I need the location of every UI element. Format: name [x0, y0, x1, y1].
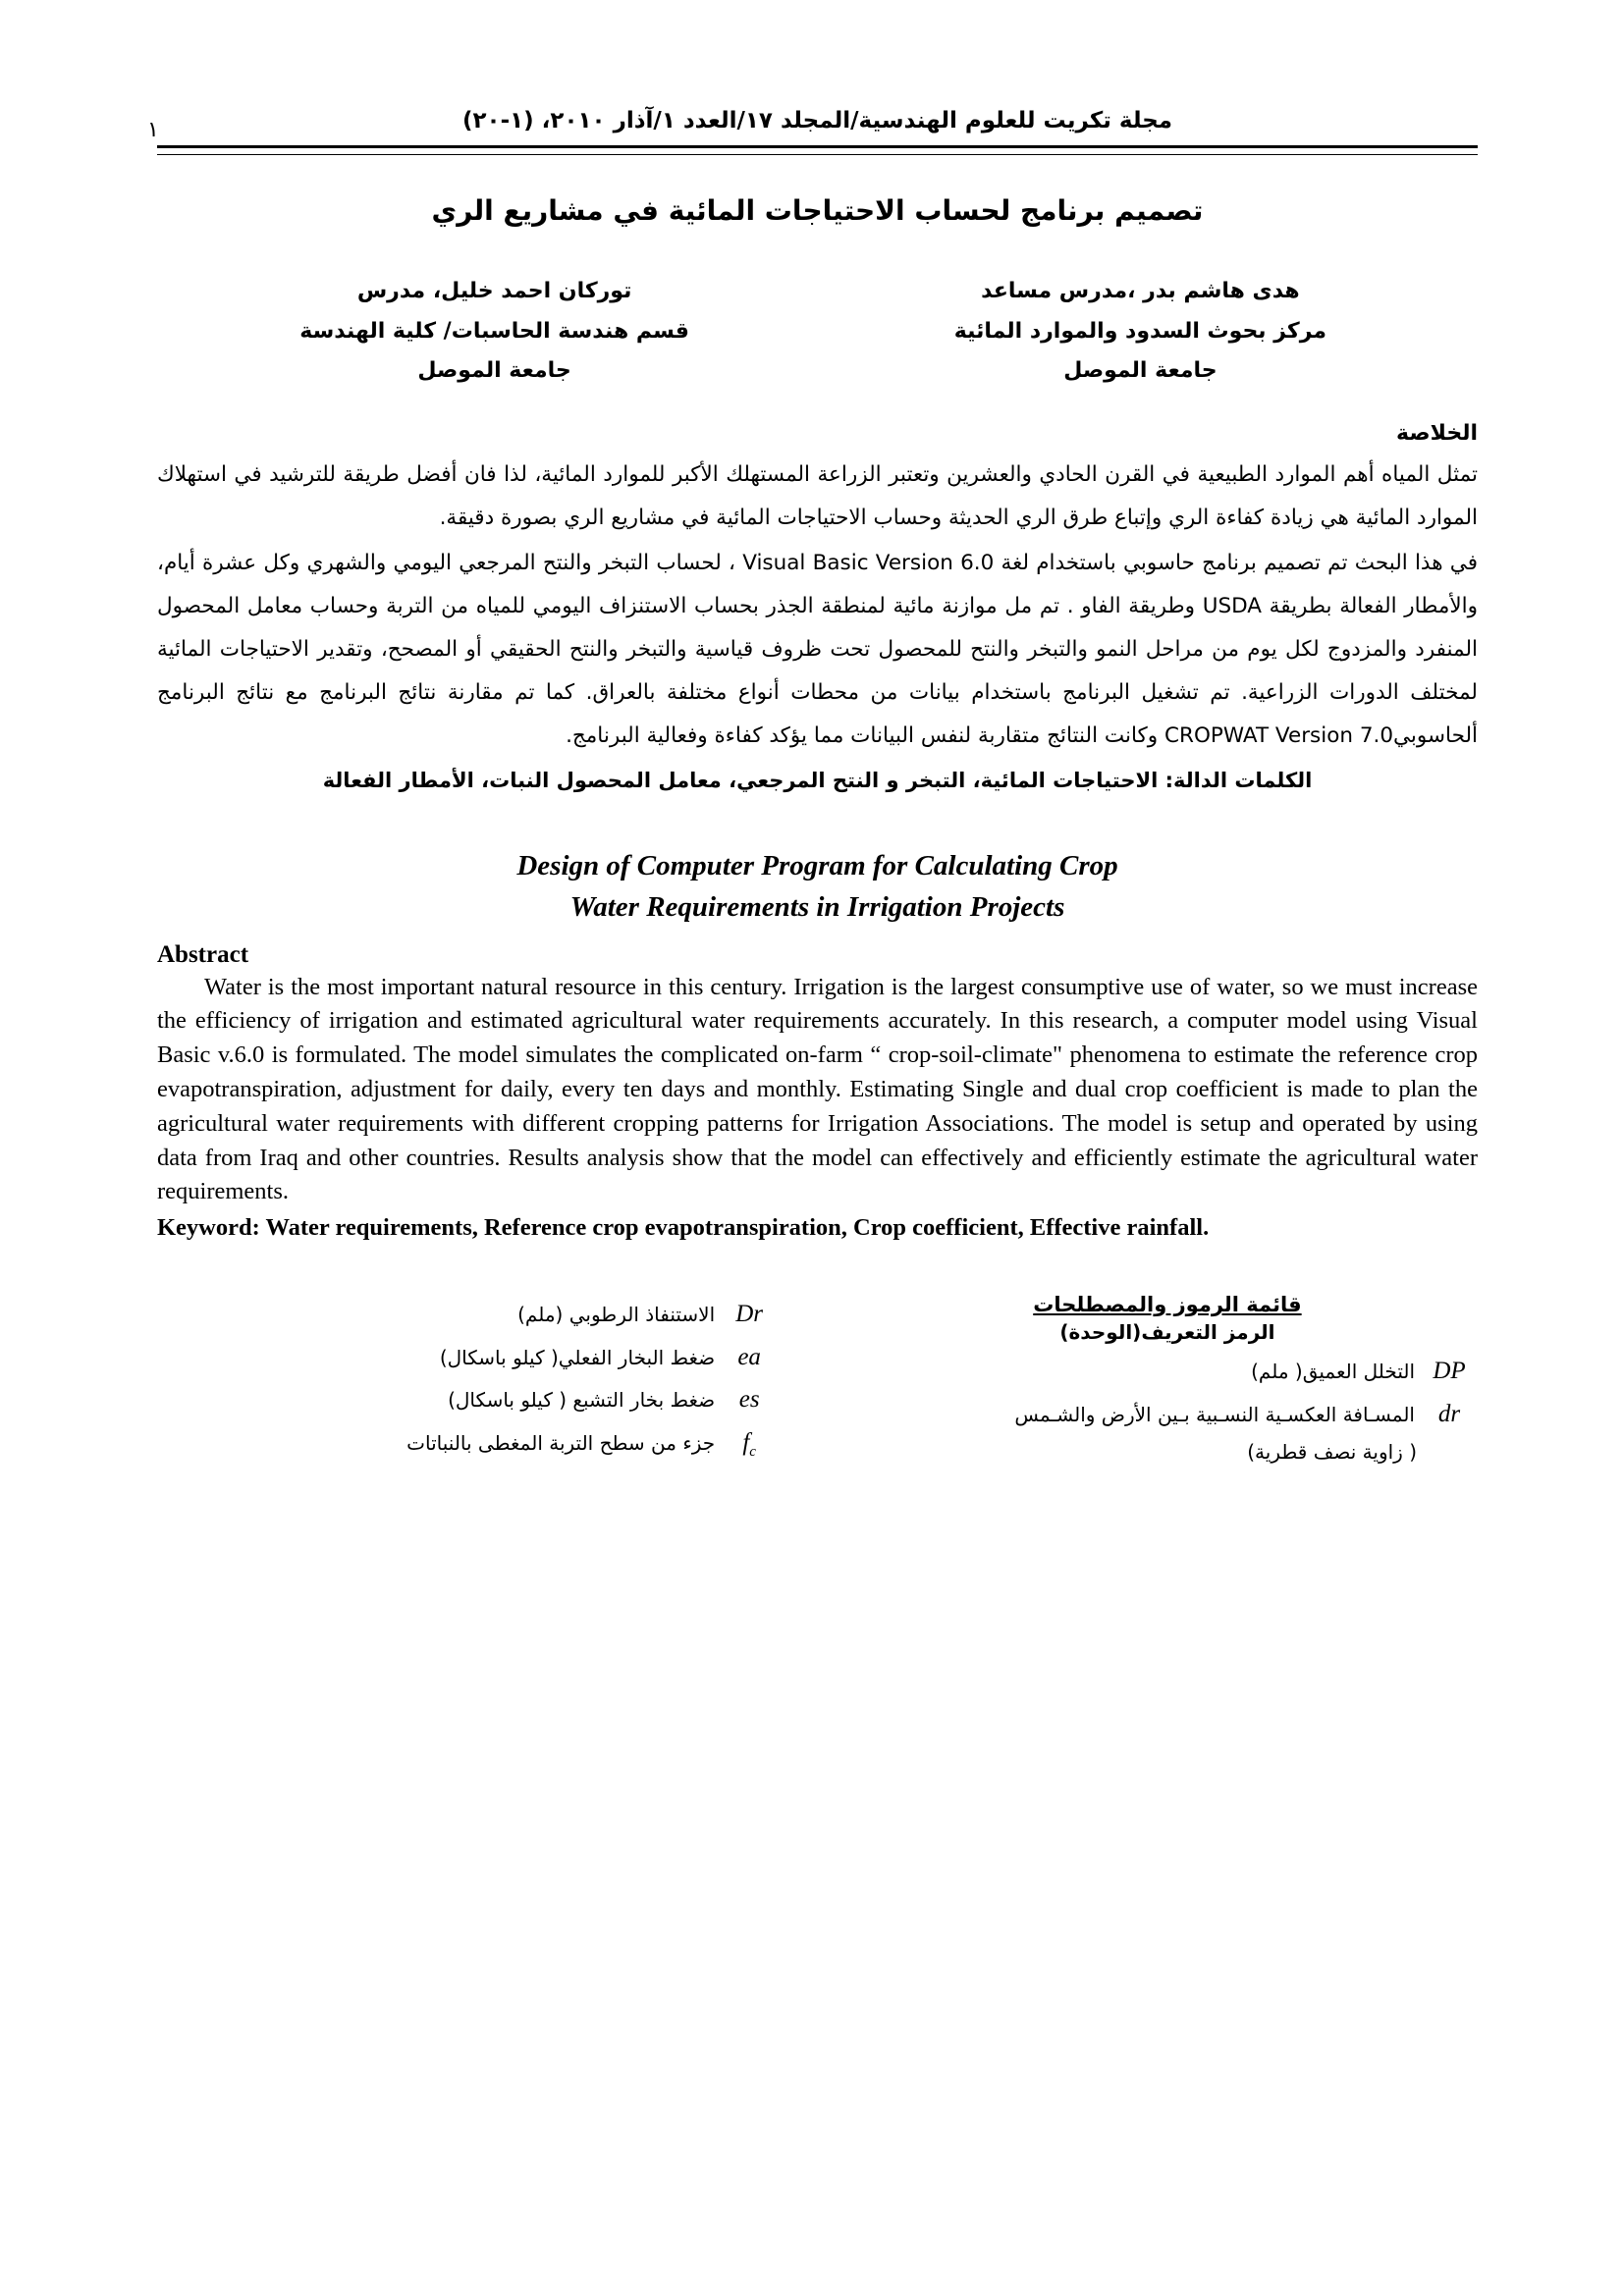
- arabic-abstract-paragraph-1: تمثل المياه أهم الموارد الطبيعية في القرن الحادي والعشرين وتعتبر الزراعة المستهلك الأكبر للموارد المائية، لذا فان أفضل طريقة للترشيد في استهلاك الموارد المائية هي زيادة كفاءة الري وإتباع طرق الري الحديثة وحساب الاحتياجات المائية في مشاريع الري بصورة دقيقة.: [157, 462, 1478, 531]
- symbol-glyph-text: $f_c$: [742, 1429, 756, 1461]
- author-university: جامعة الموصل: [417, 358, 571, 384]
- arabic-keywords: الكلمات الدالة: الاحتياجات المائية، التبخر و النتح المرجعي، معامل المحصول النبات، الأمطار الفعالة: [322, 768, 1313, 792]
- symbol-glyph: [721, 1421, 778, 1465]
- author-right: [842, 272, 1438, 392]
- arabic-abstract-heading: الخلاصة: [1396, 421, 1478, 447]
- symbol-glyph: ea: [737, 1343, 761, 1370]
- english-title-line-1: Design of Computer Program for Calculating Crop: [516, 849, 1118, 881]
- author-affiliation: قسم هندسة الحاسبات/ كلية الهندسة: [299, 318, 689, 344]
- symbol-row: [157, 1336, 778, 1379]
- journal-header: مجلة تكريت للعلوم الهندسية/المجلد ١٧/العدد ١/آذار ٢٠١٠، (١-٢٠): [461, 108, 1173, 133]
- symbol-glyph: DP: [1433, 1357, 1466, 1384]
- header-rule-thick: [157, 145, 1478, 148]
- authors-block: [196, 272, 1438, 392]
- symbol-definition: الاستنفاذ الرطوبي (ملم): [517, 1302, 716, 1326]
- symbol-row: [157, 1293, 778, 1336]
- symbol-definition: ضغط بخار التشبع ( كيلو باسكال): [448, 1388, 716, 1413]
- symbol-definition: جزء من سطح التربة المغطى بالنباتات: [406, 1431, 716, 1456]
- symbols-section: [157, 1293, 1478, 1470]
- symbol-definition: المسـافة العكسـية النسـبية بـين الأرض والشـمس: [1014, 1402, 1415, 1426]
- symbol-row: [857, 1393, 1478, 1436]
- author-university: جامعة الموصل: [1063, 358, 1217, 384]
- arabic-abstract-paragraph-2: في هذا البحث تم تصميم برنامج حاسوبي باستخدام لغة Visual Basic Version 6.0 ، لحساب التبخر والنتح المرجعي اليومي والشهري وكل عشرة أيام، والأمطار الفعالة بطريقة USDA وطريقة الفاو . تم مل موازنة مائية لمنطقة الجذر بحساب الاستنزاف اليومي للمياه من التربة وحساب معامل المحصول المنفرد والمزدوج لكل يوم من مراحل النمو والتبخر والنتح للمحصول تحت ظروف قياسية والتبخر والنتح الحقيقي أو المصحح، وتقدير الاحتياجات المائية لمختلف الدورات الزراعية. تم تشغيل البرنامج باستخدام بيانات من محطات أنواع مختلفة بالعراق. كما تم مقارنة نتائج البرنامج مع نتائج البرنامج ألحاسوبيCROPWAT Version 7.0 وكانت النتائج متقاربة لنفس البيانات مما يؤكد كفاءة وفعالية البرنامج.: [157, 551, 1478, 749]
- symbol-glyph: Dr: [735, 1300, 764, 1327]
- arabic-title: تصميم برنامج لحساب الاحتياجات المائية في مشاريع الري: [431, 194, 1204, 227]
- symbols-title: قائمة الرموز والمصطلحات: [1033, 1292, 1302, 1316]
- page-number: ١: [147, 118, 159, 142]
- symbol-row: [157, 1421, 778, 1465]
- symbol-row: [157, 1378, 778, 1421]
- english-abstract-heading: Abstract: [157, 940, 249, 968]
- english-title-line-2: Water Requirements in Irrigation Projects: [569, 890, 1065, 923]
- symbol-glyph: es: [738, 1386, 760, 1414]
- symbol-definition-continued: ( زاوية نصف قطرية): [1247, 1440, 1417, 1465]
- author-affiliation: مركز بحوث السدود والموارد المائية: [953, 318, 1327, 344]
- english-title: [157, 845, 1478, 928]
- symbol-row: [857, 1350, 1478, 1393]
- header-rule-thin: [157, 154, 1478, 155]
- symbol-definition: التخلل العميق( ملم): [1251, 1359, 1415, 1383]
- author-name: هدى هاشم بدر ،مدرس مساعد: [981, 279, 1300, 303]
- author-name: توركان احمد خليل، مدرس: [356, 279, 632, 303]
- symbol-definition: ضغط البخار الفعلي( كيلو باسكال): [439, 1345, 716, 1369]
- symbols-subtitle: الرمز التعريف(الوحدة): [1059, 1319, 1275, 1344]
- page-content: [157, 108, 1478, 1469]
- symbol-glyph: dr: [1437, 1400, 1461, 1427]
- symbols-column-right: [857, 1293, 1478, 1470]
- symbols-column-left: [157, 1293, 778, 1470]
- author-left: [196, 272, 792, 392]
- english-keyword-line: Keyword: Water requirements, Reference crop evapotranspiration, Crop coefficient, Effective rainfall.: [157, 1214, 1210, 1242]
- english-abstract-paragraph: Water is the most important natural resource in this century. Irrigation is the largest consumptive use of water, so we must increase the efficiency of irrigation and estimated agricultural water requirements accurately. In this research, a computer model using Visual Basic v.6.0 is formulated. The model simulates the complicated on-farm “ crop-soil-climate" phenomena to estimate the reference crop evapotranspiration, adjustment for daily, every ten days and monthly. Estimating Single and dual crop coefficient is made to plan the agricultural water requirements with different cropping patterns for Irrigation Associations. The model is setup and operated by using data from Iraq and other countries. Results analysis show that the model can effectively and efficiently estimate the agricultural water requirements.: [157, 973, 1478, 1205]
